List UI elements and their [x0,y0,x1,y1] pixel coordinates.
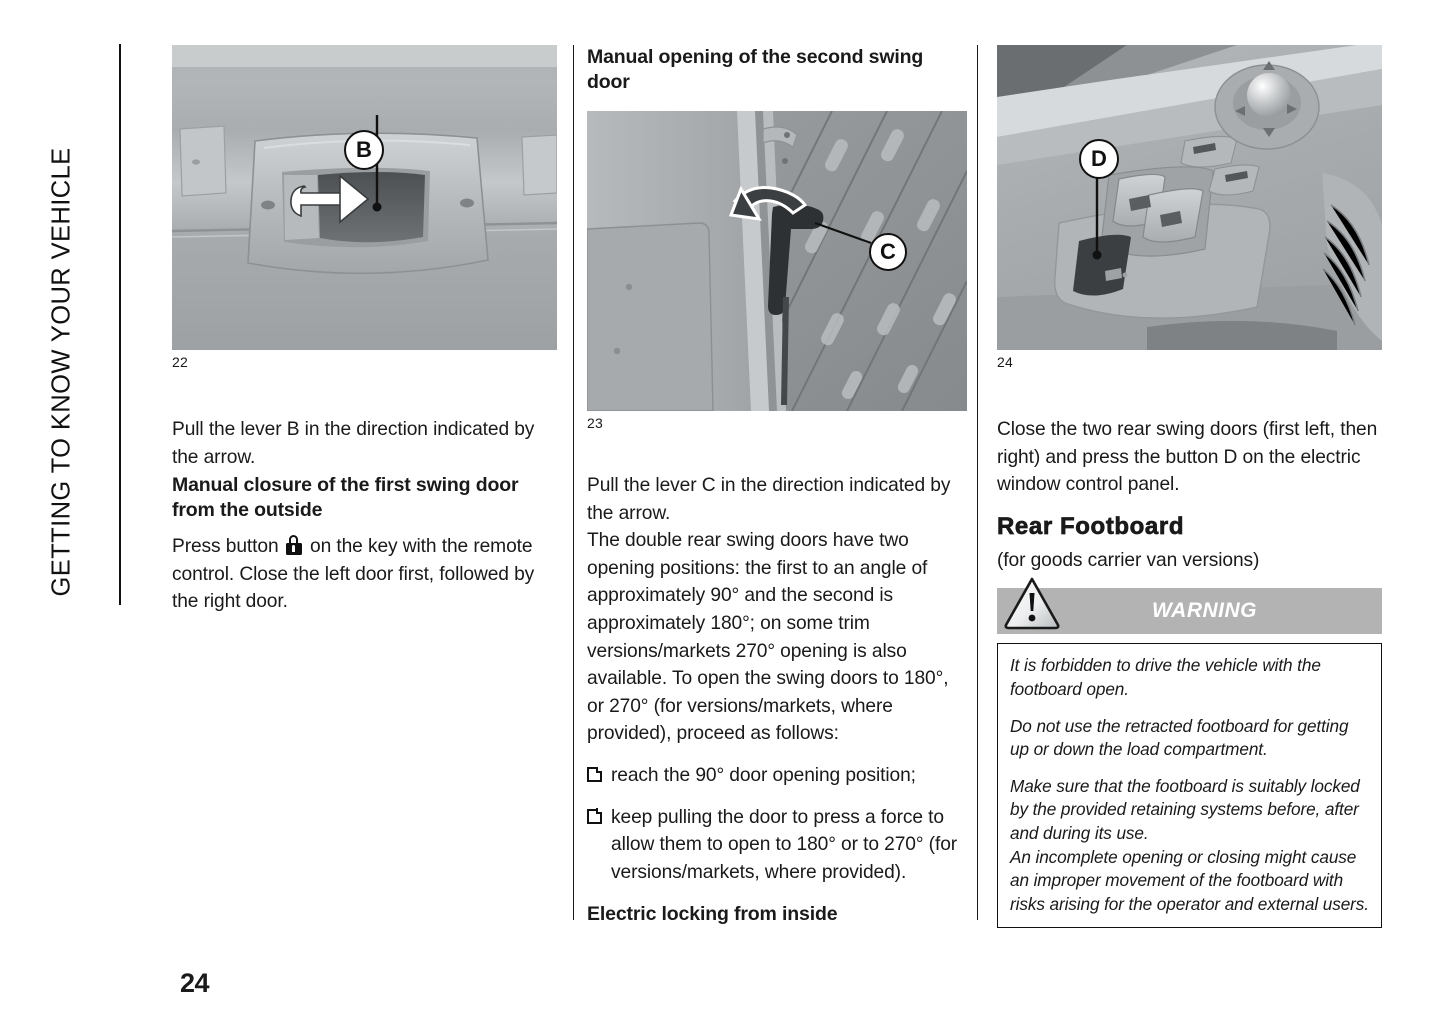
warning-paragraph: It is forbidden to drive the vehicle with the footboard open. [1010,655,1321,699]
right-paragraph-2: (for goods carrier van versions) [997,549,1260,571]
padlock-icon [286,535,302,555]
column-right [997,45,1382,928]
figure-23-caption: 23 [587,415,603,431]
figure-23-label-c [869,233,907,271]
figure-23-label-text: C [880,239,896,264]
warning-title: WARNING [1152,599,1257,623]
column-divider-left [573,45,574,920]
list-item-text: keep pulling the door to press a force to allow them to open to 180° or to 270° (for versions/markets, where provided). [611,806,958,883]
warning-paragraph: Do not use the retracted footboard for getting up or down the load compartment. [1010,715,1349,760]
figure-24-image [997,45,1382,350]
figure-22-caption: 22 [172,354,188,370]
left-heading-manual-closure: Manual closure of the first swing door from the outside [172,474,519,522]
warning-paragraph: An incomplete opening or closing might cause an improper movement of the footboard with risks arising for the operator and external users. [1010,846,1369,914]
warning-box [997,643,1382,928]
list-item-text: reach the 90° door opening position; [611,764,916,786]
page-number: 24 [180,968,210,998]
figure-24-label-d [1079,139,1119,179]
square-bullet-icon [587,767,602,782]
left-paragraph-2-after: on the key with the remote control. Close the left door first, followed by the right door. [172,536,535,613]
warning-header [997,588,1382,634]
warning-paragraph: Make sure that the footboard is suitably locked by the provided retaining systems before, after and during its use. [1010,775,1360,843]
list-item [587,762,967,790]
left-paragraph-1: Pull the lever B in the direction indicated by the arrow. [172,419,535,468]
column-left [172,45,557,616]
list-item [587,804,967,887]
chapter-tab-rule [119,44,121,605]
figure-24 [997,45,1382,371]
figure-24-label-text: D [1091,146,1107,171]
figure-22-label-b [344,130,384,170]
figure-22-label-text: B [356,137,372,162]
middle-paragraph-1: Pull the lever C in the direction indicated by the arrow. [587,475,951,524]
right-heading-rear-footboard: Rear Footboard [997,512,1185,540]
figure-24-caption: 24 [997,354,1013,370]
chapter-side-tab [0,40,130,605]
right-paragraph-1: Close the two rear swing doors (first left, then right) and press the button D on the electric window control panel. [997,419,1378,496]
left-paragraph-2 [172,533,557,616]
middle-heading-electric-locking: Electric locking from inside [587,903,838,926]
figure-23 [587,111,967,432]
chapter-title: GETTING TO KNOW YOUR VEHICLE [47,147,76,597]
square-bullet-icon [587,809,602,824]
figure-23-image [587,111,967,411]
left-paragraph-2-before: Press button [172,536,284,558]
middle-heading-manual-opening: Manual opening of the second swing door [587,46,924,93]
middle-bullet-list [587,762,967,886]
column-divider-right [977,45,978,920]
figure-22-image [172,45,557,350]
column-middle [587,45,967,930]
middle-paragraph-2: The double rear swing doors have two opening positions: the first to an angle of approximately 90° and the second is approximately 180°; on some trim versions/markets 270° opening is also available. To open the swing doors to 180°, or 270° (for versions/markets, where provided), proceed as follows: [587,530,949,745]
figure-22 [172,45,557,371]
